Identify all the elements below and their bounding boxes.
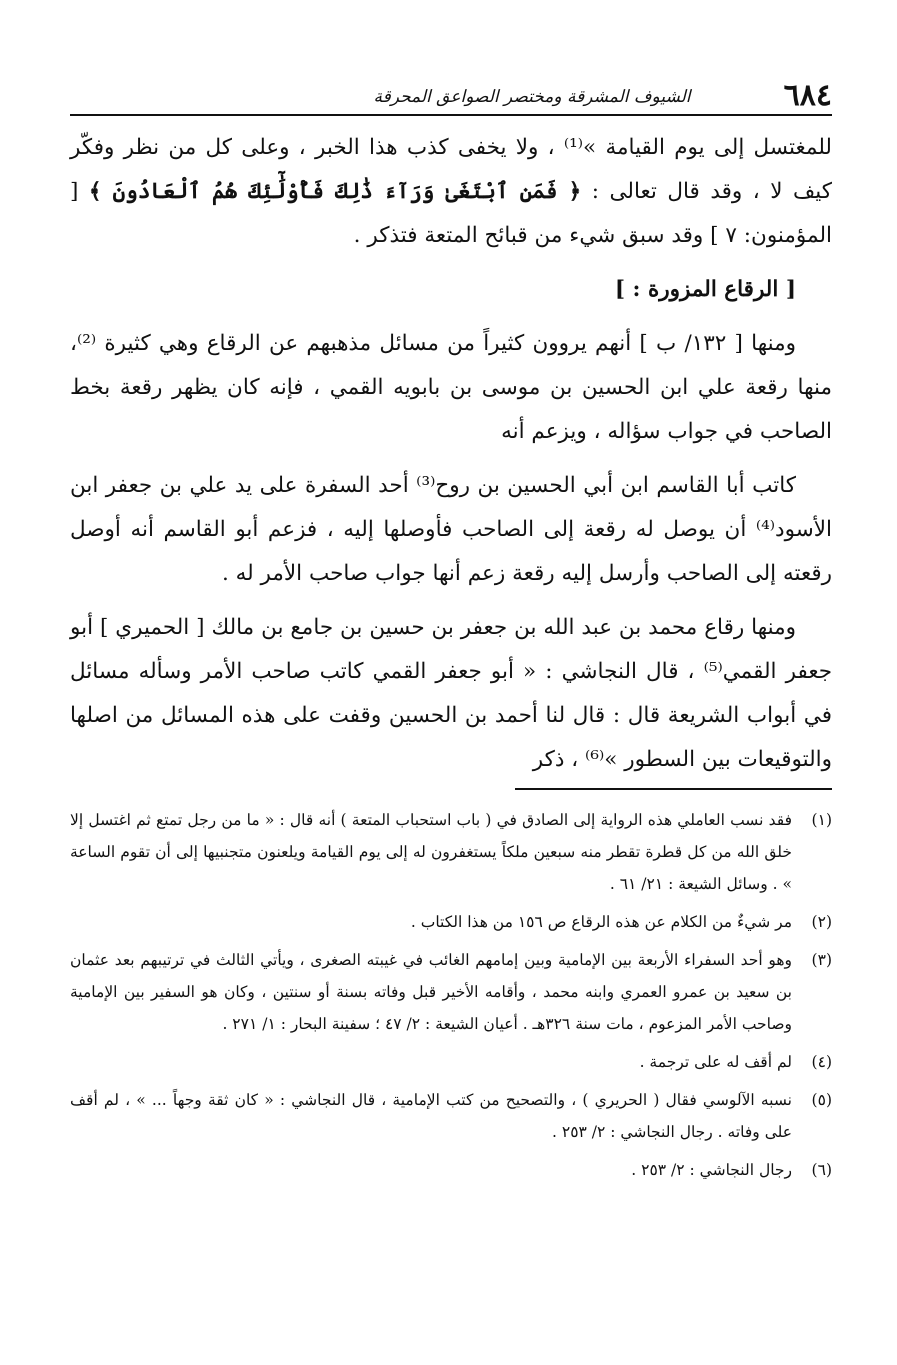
footnote-text: وهو أحد السفراء الأربعة بين الإمامية وبين إمامهم الغائب في غيبته الصغرى ، ويأتي الثالث في ترتيبهم بعد عثمان بن سعيد بن عمرو العمري وابنه محمد ، وأقامه الأخير قبل وفاته بسنة أو سنتين ، وكان هو السفير بين الإمامية وصاحب الأمر المزعوم ، مات سنة ٣٢٦هـ . أعيان الشيعة : ٢/ ٤٧ ؛ سفينة البحار : ١/ ٢٧١ . <box>70 951 792 1033</box>
footnote-marker: (٤) <box>811 1053 832 1071</box>
footnote-marker: (٥) <box>811 1091 832 1109</box>
header-rule <box>70 114 832 116</box>
footnote-text: فقد نسب العاملي هذه الرواية إلى الصادق في ( باب استحباب المتعة ) أنه قال : « ما من رجل تمتع ثم اغتسل إلا خلق الله من كل قطرة تقطر منه سبعين ملكاً يستغفرون له إلى يوم القيامة ويلعنون متجنبيها إلى أن تقوم الساعة » . وسائل الشيعة : ٢١/ ٦١ . <box>70 811 792 893</box>
paragraph-4: ومنها رقاع محمد بن عبد الله بن جعفر بن حسين بن جامع بن مالك [ الحميري ] أبو جعفر القمي⁽⁵⁾ ، قال النجاشي : « أبو جعفر القمي كاتب صاحب الأمر وسأله مسائل في أبواب الشريعة قال : قال لنا أحمد بن الحسين وقفت على هذه المسائل من اصلها والتوقيعات بين السطور »⁽⁶⁾ ، ذكر <box>70 615 832 772</box>
footnote-3 <box>70 944 832 1040</box>
footnote-text: مر شيءٌ من الكلام عن هذه الرقاع ص ١٥٦ من هذا الكتاب . <box>410 913 792 931</box>
paragraph-3: كاتب أبا القاسم ابن أبي الحسين بن روح⁽³⁾ أحد السفرة على يد علي بن جعفر ابن الأسود⁽⁴⁾ أن يوصل له رقعة إلى الصاحب فأوصلها إليه ، فزعم أبو القاسم أنه أوصل رقعته إلى الصاحب وأرسل إليه رقعة زعم أنها جواب صاحب الأمر له . <box>70 473 832 586</box>
paragraph-1-lead: لا ، وقد قال تعالى : <box>581 179 783 204</box>
footnote-text: لم أقف له على ترجمة . <box>639 1053 792 1071</box>
footnote-4 <box>70 1046 832 1078</box>
paragraph-1 <box>70 126 832 258</box>
footnote-marker: (٢) <box>811 913 832 931</box>
page-number: ٦٨٤ <box>783 78 832 113</box>
page-header <box>70 78 832 118</box>
quran-verse: ﴿ فَمَنِ ٱبْتَغَىٰ وَرَآءَ ذَٰلِكَ فَأُوْلَٰٓئِكَ هُمُ ٱلْعَادُونَ ﴾ <box>88 179 582 204</box>
paragraph-1-tail: [ المؤمنون: ٧ ] وقد سبق شيء من قبائح المتعة فتذكر . <box>70 179 832 248</box>
section-heading: [ الرقاع المزورة : ] <box>614 277 796 302</box>
footnotes <box>70 804 832 1192</box>
footnote-separator <box>515 788 832 790</box>
main-text <box>70 126 832 792</box>
footnote-marker: (٣) <box>811 951 832 969</box>
running-title: الشيوف المشرقة ومختصر الصواعق المحرقة <box>373 87 691 107</box>
footnote-5 <box>70 1084 832 1148</box>
footnote-1 <box>70 804 832 900</box>
footnote-marker: (٦) <box>811 1161 832 1179</box>
footnote-marker: (١) <box>811 811 832 829</box>
paragraph-2: ومنها [ ١٣٢/ ب ] أنهم يروون كثيراً من مسائل مذهبهم عن الرقاع وهي كثيرة ⁽²⁾، منها رقعة علي ابن الحسين بن موسى بن بابويه القمي ، فإنه كان يظهر رقعة بخط الصاحب في جواب سؤاله ، ويزعم أنه <box>70 331 832 444</box>
footnote-2 <box>70 906 832 938</box>
footnote-text: نسبه الآلوسي فقال ( الحريري ) ، والتصحيح من كتب الإمامية ، قال النجاشي : « كان ثقة وجهاً ... » ، لم أقف على وفاته . رجال النجاشي : ٢/ ٢٥٣ . <box>70 1091 792 1141</box>
footnote-6 <box>70 1154 832 1186</box>
paragraph-1-line-1: للمغتسل إلى يوم القيامة »⁽¹⁾ ، ولا يخفى كذب هذا الخبر ، وعلى كل من نظر وفكّر كيف <box>70 135 832 204</box>
footnote-text: رجال النجاشي : ٢/ ٢٥٣ . <box>631 1161 792 1179</box>
